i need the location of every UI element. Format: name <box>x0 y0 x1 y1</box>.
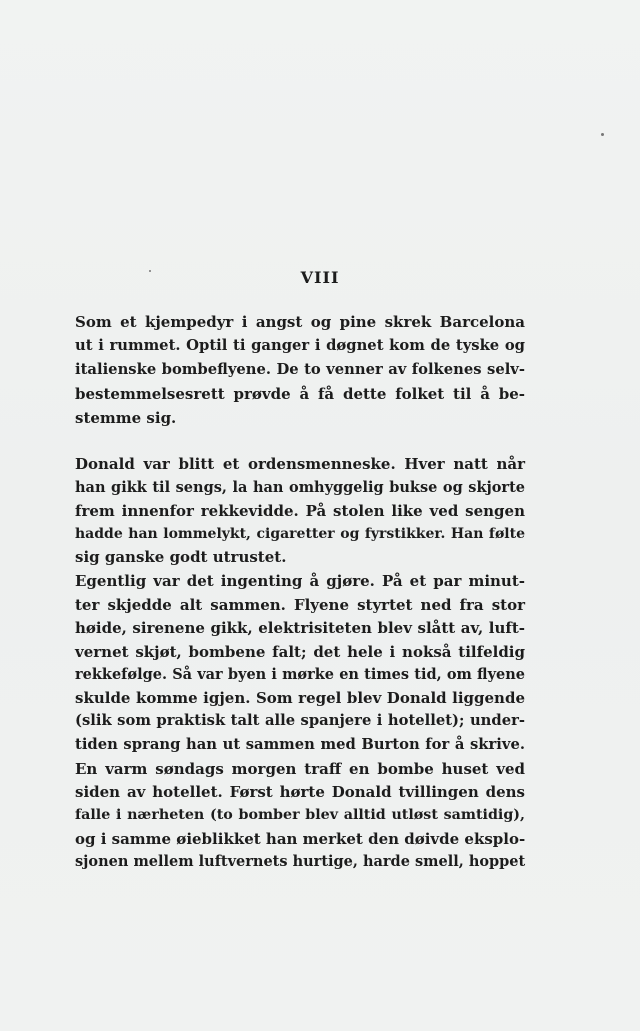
text-line: siden av hotellet. Først hørte Donald tvillingen dens <box>75 783 525 801</box>
text-line: frem innenfor rekkevidde. På stolen like ved sengen <box>75 502 525 520</box>
text-line: sig ganske godt utrustet. <box>75 548 287 566</box>
text-line: tiden sprang han ut sammen med Burton for å skrive. <box>75 736 525 753</box>
text-line: sjonen mellem luftvernets hurtige, harde smell, hoppet <box>75 853 526 870</box>
text-line: (slik som praktisk talt alle spanjere i hotellet); under- <box>75 712 525 729</box>
print-speck <box>601 133 604 136</box>
text-line: ter skjedde alt sammen. Flyene styrtet ned fra stor <box>75 596 525 614</box>
text-line: rekkefølge. Så var byen i mørke en times tid, om flyene <box>75 666 525 683</box>
text-line: bestemmelsesrett prøvde å få dette folket til å be- <box>75 385 525 403</box>
text-line: høide, sirenene gikk, elektrisiteten blev slått av, luft- <box>75 619 525 637</box>
text-line: falle i nærheten (to bomber blev alltid utløst samtidig), <box>75 807 525 823</box>
text-line: Egentlig var det ingenting å gjøre. På et par minut- <box>75 572 525 590</box>
text-line: og i samme øieblikket han merket den døivde eksplo- <box>75 830 526 848</box>
text-line: ut i rummet. Optil ti ganger i døgnet kom de tyske og <box>75 337 525 354</box>
text-line: hadde han lommelykt, cigaretter og fyrstikker. Han følte <box>75 526 525 542</box>
chapter-heading: VIII <box>300 268 340 287</box>
text-line: vernet skjøt, bombene falt; det hele i nokså tilfeldig <box>75 643 525 661</box>
text-line: Donald var blitt et ordensmenneske. Hver natt når <box>75 455 525 473</box>
text-line: stemme sig. <box>75 409 177 427</box>
text-line: han gikk til sengs, la han omhyggelig bukse og skjorte <box>75 479 525 496</box>
text-line: italienske bombeflyene. De to venner av folkenes selv- <box>75 361 525 378</box>
text-line: En varm søndags morgen traff en bombe huset ved <box>75 760 525 778</box>
text-line: Som et kjempedyr i angst og pine skrek Barcelona <box>75 313 525 331</box>
text-line: skulde komme igjen. Som regel blev Donald liggende <box>75 689 525 707</box>
